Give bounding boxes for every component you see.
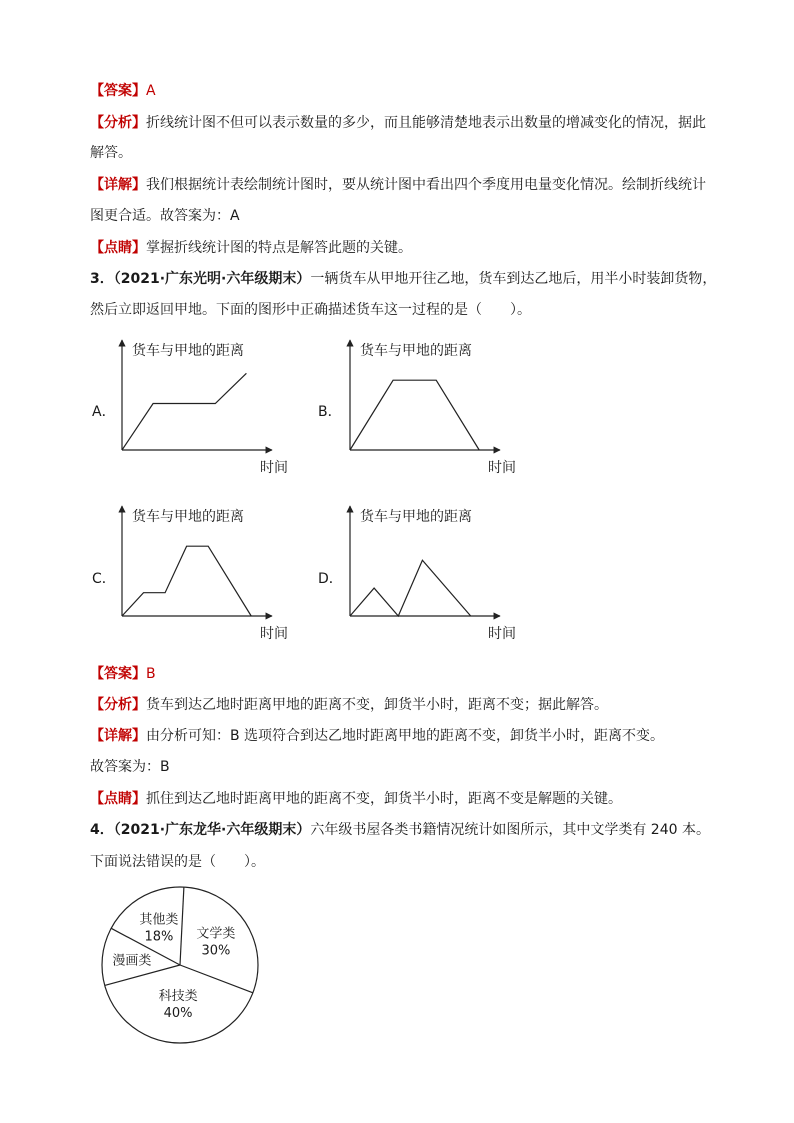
analysis-tag: 【分析】 (90, 115, 146, 131)
analysis-text: 折线统计图不但可以表示数量的多少，而且能够清楚地表示出数量的增减变化的情况，据此 (146, 115, 706, 131)
comment-tag-3: 【点睛】 (90, 791, 146, 807)
question-source: （2021·广东光明·六年级期末） (113, 271, 311, 287)
pie-label: 科技类 (158, 989, 198, 1004)
x-axis-label: 时间 (488, 626, 516, 642)
detail-text-3: 由分析可知：B 选项符合到达乙地时距离甲地的距离不变，卸货半小时，距离不变。 (146, 728, 665, 744)
option-d-label: D． (318, 571, 343, 587)
series-line (122, 546, 251, 616)
graph-a (122, 340, 288, 476)
option-b-label: B． (318, 404, 342, 420)
question-source-4: （2021·广东龙华·六年级期末） (113, 822, 311, 838)
series-line (122, 373, 246, 450)
y-axis-label: 货车与甲地的距离 (132, 509, 244, 525)
answer-tag-3: 【答案】 (90, 666, 146, 682)
comment-text-3: 抓住到达乙地时距离甲地的距离不变，卸货半小时，距离不变是解题的关键。 (146, 791, 622, 807)
graph-c (122, 506, 288, 642)
question-4-stem (90, 820, 710, 840)
option-a-label: A． (92, 404, 116, 420)
series-line (350, 380, 479, 450)
detail-line-2: 图更合适。故答案为：A (90, 208, 240, 224)
question-number: 3． (90, 271, 114, 287)
x-axis-label: 时间 (488, 460, 516, 476)
analysis-text-3: 货车到达乙地时距离甲地的距离不变，卸货半小时，距离不变；据此解答。 (146, 697, 608, 713)
y-axis-label: 货车与甲地的距离 (360, 509, 472, 525)
pie-chart (90, 885, 280, 1045)
answer-tag: 【答案】 (90, 83, 146, 99)
detail-text: 我们根据统计表绘制统计图时，要从统计图中看出四个季度用电量变化情况。绘制折线统计 (146, 177, 706, 193)
pie-label: 其他类 (139, 912, 179, 928)
question-text: 一辆货车从甲地开往乙地，货车到达乙地后，用半小时装卸货物， (310, 271, 717, 287)
x-axis-label: 时间 (260, 460, 288, 476)
graph-d (350, 506, 516, 642)
question-3-stem-2: 然后立即返回甲地。下面的图形中正确描述货车这一过程的是（ ）。 (90, 302, 531, 318)
x-axis-label: 时间 (260, 626, 288, 642)
series-line (350, 560, 471, 616)
pie-percent-label: 30% (201, 943, 231, 959)
analysis-line-3 (90, 695, 608, 715)
detail-line-3 (90, 726, 664, 746)
analysis-tag-3: 【分析】 (90, 697, 146, 713)
pie-label: 文学类 (196, 926, 236, 942)
comment-text: 掌握折线统计图的特点是解答此题的关键。 (146, 240, 412, 256)
detail-tag-3: 【详解】 (90, 728, 146, 744)
answer-line-3 (90, 664, 156, 684)
question-text-4: 六年级书屋各类书籍情况统计如图所示，其中文学类有 240 本。 (310, 822, 710, 838)
detail-tag: 【详解】 (90, 177, 146, 193)
comment-tag: 【点睛】 (90, 240, 146, 256)
pie-percent-label: 18% (144, 929, 174, 945)
comment-line-3 (90, 789, 622, 809)
detail-line-3b: 故答案为：B (90, 759, 170, 775)
analysis-line-2: 解答。 (90, 145, 132, 161)
question-4-stem-2: 下面说法错误的是（ ）。 (90, 854, 265, 870)
answer-value: A (146, 83, 156, 99)
pie-percent-label: 40% (163, 1006, 193, 1021)
option-c-label: C． (92, 571, 116, 587)
pie-label: 漫画类 (112, 953, 152, 969)
question-number-4: 4． (90, 822, 114, 838)
answer-value-3: B (146, 666, 156, 682)
graph-b (350, 340, 516, 476)
y-axis-label: 货车与甲地的距离 (360, 343, 472, 359)
y-axis-label: 货车与甲地的距离 (132, 343, 244, 359)
